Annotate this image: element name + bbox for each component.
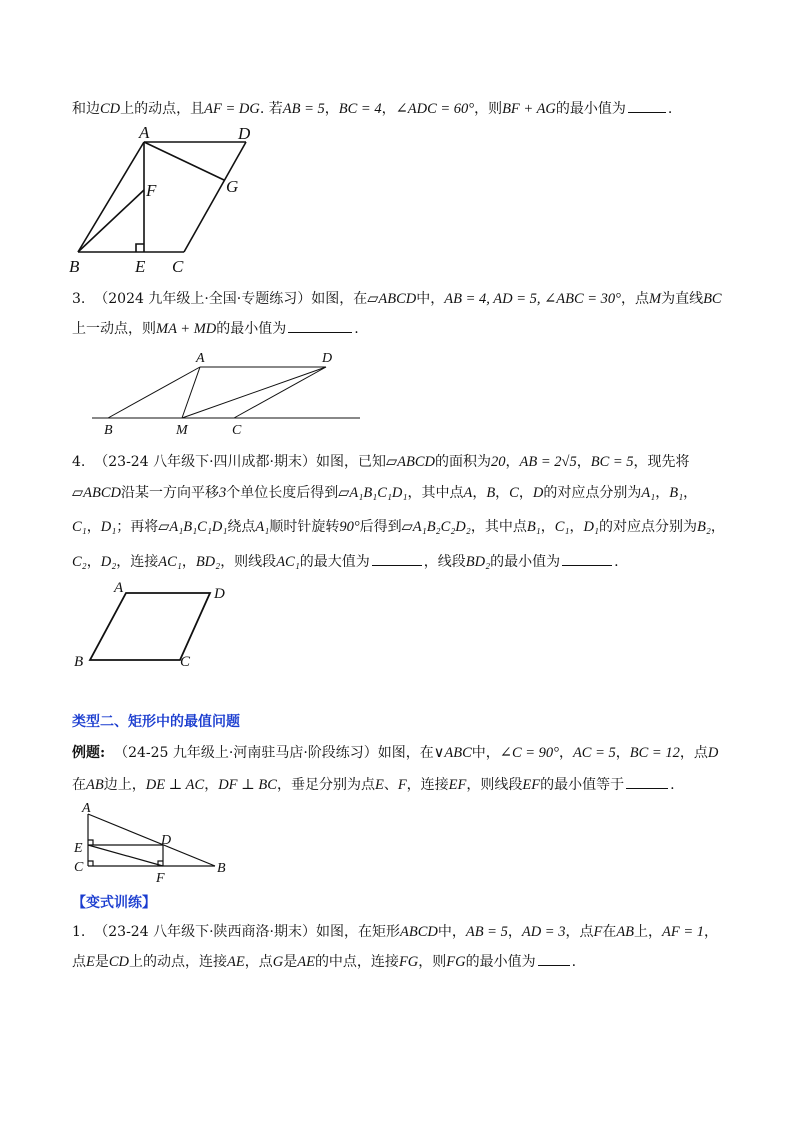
math-l2l: EF bbox=[448, 777, 467, 793]
text: ，点 bbox=[620, 291, 649, 307]
text-l2n: 的对应点分别为 bbox=[543, 485, 642, 501]
text-l4j: 的最大值为 bbox=[299, 554, 370, 570]
label-g: G bbox=[226, 177, 239, 196]
math-bc: BC = 4 bbox=[338, 101, 382, 117]
text-l2k: 的中点，连接 bbox=[314, 954, 399, 970]
math-af: AF = 1 bbox=[662, 924, 705, 940]
text-l2i: 、 bbox=[383, 777, 398, 793]
text-l4n: . bbox=[614, 554, 619, 570]
text-l2l: ， bbox=[518, 485, 533, 501]
problem-4-line-2 bbox=[72, 483, 697, 503]
math-l3o: C₁ bbox=[554, 519, 570, 535]
text: 在 bbox=[602, 924, 617, 940]
label-d: D bbox=[322, 351, 333, 366]
problem-3-line-2 bbox=[72, 318, 359, 339]
problem-2-line bbox=[72, 98, 672, 119]
problem-4-line-1 bbox=[72, 452, 690, 472]
math-l2o: A₁ bbox=[641, 485, 656, 501]
text: 上的动点，且 bbox=[120, 101, 205, 117]
text-l2e: 上的动点，连接 bbox=[129, 954, 228, 970]
text: 中， bbox=[437, 924, 466, 940]
figure-right-triangle-abc bbox=[70, 800, 240, 886]
math-l2j: F bbox=[397, 777, 407, 793]
text: ， bbox=[505, 454, 520, 470]
label-d: D bbox=[238, 124, 251, 143]
text-l3n: ， bbox=[540, 519, 555, 535]
text: ， bbox=[381, 101, 396, 117]
text-l2p: . bbox=[571, 954, 577, 970]
label-a: A bbox=[196, 351, 205, 366]
problem-number: 1. bbox=[72, 924, 86, 940]
text-l3b: ， bbox=[86, 519, 101, 535]
label-a: A bbox=[139, 123, 150, 142]
label-d: D bbox=[161, 833, 172, 848]
math-triangle: ∨ABC bbox=[433, 745, 472, 761]
text: 为直线 bbox=[661, 291, 704, 307]
text: ， bbox=[324, 101, 339, 117]
label-b: B bbox=[74, 654, 84, 670]
math-m: M bbox=[648, 291, 662, 307]
math-given: AB = 4, AD = 5, ∠ABC = 30° bbox=[444, 291, 621, 307]
problem-4-line-4 bbox=[72, 551, 619, 572]
text-l2m: ，则 bbox=[418, 954, 447, 970]
label-f: F bbox=[156, 871, 165, 886]
math-l2i: B bbox=[486, 485, 496, 501]
text-l3d: ；再将 bbox=[116, 519, 159, 535]
text: 的最小值为 bbox=[555, 101, 626, 117]
math-l2g: A bbox=[463, 485, 473, 501]
text-l3t: ， bbox=[710, 519, 725, 535]
math-l2q: B₁ bbox=[669, 485, 684, 501]
text-l2j: ， bbox=[495, 485, 510, 501]
math-l4e: AC₁ bbox=[158, 554, 182, 570]
math-ma-md: MA + MD bbox=[156, 321, 217, 337]
text-l4d: ，连接 bbox=[116, 554, 159, 570]
math-area: 20 bbox=[491, 454, 506, 470]
text: （23-24 八年级下·四川成都·期末）如图，已知 bbox=[94, 454, 386, 470]
math-ab: AB = 5 bbox=[282, 101, 325, 117]
text: ， bbox=[704, 924, 719, 940]
problem-4-line-3 bbox=[72, 517, 725, 537]
math-l2b: E bbox=[86, 954, 95, 970]
text-l2d: 个单位长度后得到 bbox=[226, 485, 339, 501]
math-l2e: ▱A₁B₁C₁D₁ bbox=[338, 485, 408, 501]
text-l2a: 在 bbox=[72, 777, 86, 793]
text-l4k: ，线段 bbox=[423, 554, 466, 570]
text: . bbox=[354, 321, 359, 337]
math-l2m: D bbox=[532, 485, 544, 501]
math-af-dg: AF = DG bbox=[204, 101, 260, 117]
math-l2k: C bbox=[509, 485, 519, 501]
text-l2o: 的最小值为 bbox=[465, 954, 536, 970]
text-l3r: 的对应点分别为 bbox=[598, 519, 697, 535]
math-ac: AC = 5 bbox=[572, 745, 616, 761]
math-l4g: BD₂ bbox=[195, 554, 221, 570]
answer-blank bbox=[538, 951, 570, 966]
figure-parallelogram-abcd-1 bbox=[66, 122, 266, 277]
label-e: E bbox=[135, 257, 146, 276]
text: ， bbox=[558, 745, 573, 761]
math-parallelogram: ▱ABCD bbox=[385, 454, 435, 470]
math-f: F bbox=[593, 924, 603, 940]
text-l2k: ，连接 bbox=[406, 777, 449, 793]
text-l2a: 点 bbox=[72, 954, 86, 970]
math-l3q: D₁ bbox=[583, 519, 599, 535]
answer-blank bbox=[288, 318, 352, 333]
text-l3l: ，其中点 bbox=[470, 519, 527, 535]
math-l2b: AB bbox=[86, 777, 104, 793]
answer-blank bbox=[372, 551, 422, 566]
text: ， bbox=[576, 454, 591, 470]
math-l3k: ▱A₁B₂C₂D₂ bbox=[401, 519, 471, 535]
label-a: A bbox=[114, 580, 124, 596]
text-l2e: ， bbox=[204, 777, 219, 793]
section-heading: 类型二、矩形中的最值问题 bbox=[72, 714, 240, 730]
text-l2c: 是 bbox=[94, 954, 109, 970]
answer-blank bbox=[562, 551, 612, 566]
text-l2r: ， bbox=[683, 485, 698, 501]
math-ab: AB = 5 bbox=[465, 924, 508, 940]
math-ad: AD = 3 bbox=[521, 924, 566, 940]
math-rect: ABCD bbox=[399, 924, 438, 940]
text-l4m: 的最小值为 bbox=[490, 554, 561, 570]
math-l2d: DE ⊥ AC bbox=[145, 777, 205, 793]
text-l4b: ， bbox=[86, 554, 101, 570]
figure-parallelogram-abcd-2 bbox=[68, 578, 243, 674]
math-parallelogram: ▱ABCD bbox=[367, 291, 417, 307]
label-f: F bbox=[146, 181, 157, 200]
math-l4l: BD₂ bbox=[465, 554, 491, 570]
label-e: E bbox=[74, 841, 83, 856]
text: 的面积为 bbox=[435, 454, 491, 470]
text-l2c: 边上， bbox=[103, 777, 146, 793]
math-l3s: B₂ bbox=[696, 519, 711, 535]
label-m: M bbox=[176, 423, 188, 438]
text-l2b: 沿某一方向平移 bbox=[121, 485, 220, 501]
problem-number: 4. bbox=[72, 454, 86, 470]
variant-1-line-1 bbox=[72, 922, 718, 942]
math-l2d: CD bbox=[108, 954, 130, 970]
text: （2024 九年级上·全国·专题练习）如图，在 bbox=[94, 291, 368, 307]
text: ，点 bbox=[565, 924, 594, 940]
math-l3g: A₁ bbox=[255, 519, 270, 535]
text-l2p: ， bbox=[655, 485, 670, 501]
text-l2h: ， bbox=[472, 485, 487, 501]
text: （23-24 八年级下·陕西商洛·期末）如图，在矩形 bbox=[94, 924, 400, 940]
text: 上一动点，则 bbox=[72, 321, 156, 337]
math-l3e: ▱A₁B₁C₁D₁ bbox=[158, 519, 228, 535]
math-l2n: FG bbox=[446, 954, 466, 970]
label-c: C bbox=[74, 860, 84, 875]
math-l2l: FG bbox=[398, 954, 419, 970]
math-angle-adc: ∠ADC = 60° bbox=[395, 101, 475, 117]
math-ab: AB = 2√5 bbox=[519, 454, 577, 470]
variant-heading: 【变式训练】 bbox=[72, 895, 156, 911]
text: ， bbox=[615, 745, 630, 761]
math-l3c: D₁ bbox=[100, 519, 117, 535]
math-l4i: AC₁ bbox=[276, 554, 300, 570]
text: 和边 bbox=[72, 101, 100, 117]
math-l4c: D₂ bbox=[100, 554, 117, 570]
math-cd: CD bbox=[100, 101, 121, 117]
math-bc: BC = 5 bbox=[590, 454, 634, 470]
label-c: C bbox=[172, 257, 184, 276]
text-l2g: ，点 bbox=[244, 954, 273, 970]
text: 上， bbox=[634, 924, 663, 940]
text: ，则 bbox=[474, 101, 503, 117]
text: ，现先将 bbox=[633, 454, 690, 470]
label-b: B bbox=[217, 861, 226, 876]
math-ab: AB bbox=[616, 924, 635, 940]
example-line-2 bbox=[72, 774, 675, 795]
answer-blank bbox=[628, 98, 666, 113]
text: 中， bbox=[416, 291, 445, 307]
math-l2h: E bbox=[374, 777, 384, 793]
math-l2a: ▱ABCD bbox=[72, 485, 122, 501]
text-l2f: ，其中点 bbox=[407, 485, 464, 501]
figure-parallelogram-line-bc bbox=[88, 346, 368, 438]
text: 的最小值为 bbox=[216, 321, 287, 337]
label-c: C bbox=[180, 654, 191, 670]
text: ， bbox=[507, 924, 522, 940]
math-l2n: EF bbox=[522, 777, 541, 793]
text: . bbox=[667, 101, 673, 117]
math-l2f: DF ⊥ BC bbox=[218, 777, 277, 793]
math-l3a: C₁ bbox=[72, 519, 87, 535]
math-d: D bbox=[707, 745, 719, 761]
math-l2f: AE bbox=[227, 954, 245, 970]
text-l3f: 绕点 bbox=[227, 519, 256, 535]
label-a: A bbox=[82, 801, 91, 816]
text: ，点 bbox=[679, 745, 708, 761]
example-label: 例题: bbox=[72, 745, 106, 761]
text-l3p: ， bbox=[569, 519, 584, 535]
math-bc: BC = 12 bbox=[629, 745, 680, 761]
text-l3h: 顺时针旋转 bbox=[269, 519, 340, 535]
text-l2g: ，垂足分别为点 bbox=[276, 777, 375, 793]
math-bf-ag: BF + AG bbox=[502, 101, 556, 117]
text-l3j: 后得到 bbox=[359, 519, 402, 535]
text: （24-25 九年级上·河南驻马店·阶段练习）如图，在 bbox=[114, 745, 434, 761]
math-l4a: C₂ bbox=[72, 554, 87, 570]
example-line-1 bbox=[72, 743, 718, 763]
text-l4h: ，则线段 bbox=[220, 554, 277, 570]
text: 中， bbox=[471, 745, 500, 761]
math-l3i: 90° bbox=[339, 519, 360, 535]
problem-3-line-1 bbox=[72, 289, 722, 309]
text-l2o: 的最小值等于 bbox=[540, 777, 625, 793]
answer-blank bbox=[626, 774, 668, 789]
variant-1-line-2 bbox=[72, 951, 576, 972]
label-d: D bbox=[214, 586, 225, 602]
math-l2c: 3 bbox=[219, 485, 227, 501]
problem-number: 3. bbox=[72, 291, 86, 307]
label-c: C bbox=[232, 423, 242, 438]
text-l2i: 是 bbox=[283, 954, 298, 970]
text-l2m: ，则线段 bbox=[466, 777, 523, 793]
math-l2h: G bbox=[272, 954, 284, 970]
math-l3m: B₁ bbox=[526, 519, 541, 535]
text: . 若 bbox=[259, 101, 283, 117]
label-b: B bbox=[69, 257, 80, 276]
text-l4f: ， bbox=[181, 554, 196, 570]
label-b: B bbox=[104, 423, 113, 438]
math-l2j: AE bbox=[297, 954, 315, 970]
text-l2p: . bbox=[670, 777, 675, 793]
math-angle-c: ∠C = 90° bbox=[499, 745, 559, 761]
math-bc: BC bbox=[703, 291, 722, 307]
